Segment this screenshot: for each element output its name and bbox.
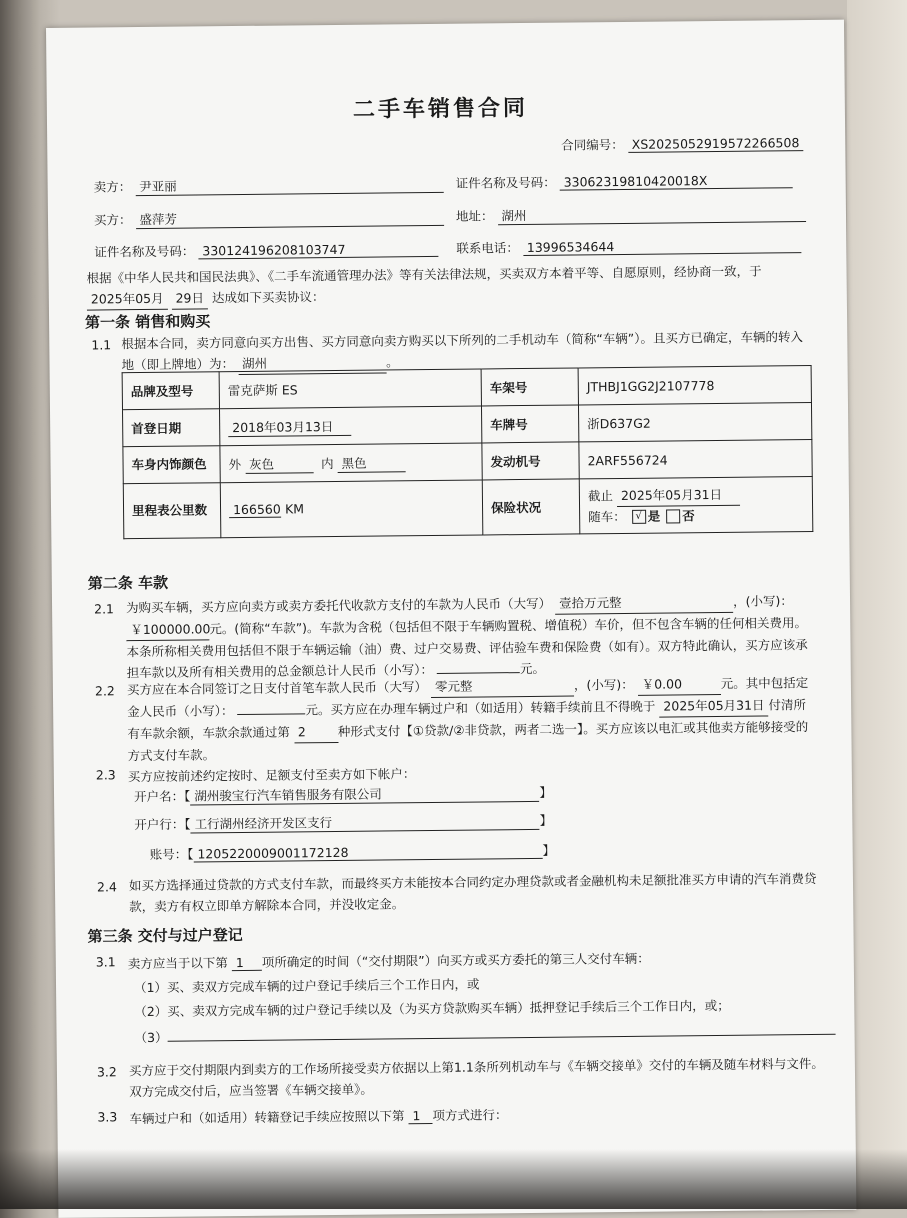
clause-3-3 — [129, 1105, 507, 1127]
odometer-value: 166560 — [229, 502, 281, 519]
engine-value: 2ARF556724 — [579, 440, 812, 479]
vin-value: JTHBJ1GG2J2107778 — [578, 366, 811, 405]
buyer-phone-row — [456, 235, 801, 257]
article-2-heading: 第二条 车款 — [87, 573, 169, 593]
buyer-id-row — [94, 239, 438, 261]
clause-2-3-text: 买方应按前述约定按时、足额支付至卖方如下帐户： — [127, 766, 416, 785]
payment-method: 2 — [294, 721, 338, 743]
odometer-unit: KM — [284, 501, 305, 517]
buyer-address-value: 湖州 — [497, 203, 805, 225]
desk-background-right — [847, 0, 907, 1209]
option-no-label: 否 — [682, 507, 695, 523]
reg-date-label: 首登日期 — [123, 409, 220, 447]
document-title: 二手车销售合同 — [352, 95, 529, 123]
insurance-cell — [579, 477, 813, 534]
account-number-row — [150, 841, 555, 863]
clause-3-1-text-a: 卖方应当于以下第 — [127, 955, 228, 972]
clause-3-2-text: 买方应于交付期限内到卖方的工作场所接受卖方依据以上第1.1条所列机动车与《车辆交接单》交付的车辆及随车材料与文件。双方完成交付后，应当签署《车辆交接单》。 — [128, 1055, 824, 1100]
insurance-until-value: 2025年05月31日 — [617, 484, 740, 506]
contract-page — [46, 20, 856, 1218]
clause-2-1-number: 2.1 — [94, 601, 115, 617]
delivery-option-1: （1）买、卖双方完成车辆的过户登记手续后三个工作日内，或 — [133, 976, 480, 996]
price-lowercase: ￥100000.00 — [126, 618, 209, 641]
reg-date-cell — [219, 406, 481, 446]
buyer-address-row — [456, 203, 806, 226]
buyer-id-value: 330124196208103747 — [198, 241, 438, 260]
clause-3-3-number: 3.3 — [97, 1109, 118, 1125]
clause-1-1-end: 。 — [385, 354, 399, 370]
plate-label: 车牌号 — [481, 405, 578, 443]
interior-color: 黑色 — [337, 453, 405, 473]
clause-3-3-text-a: 车辆过户和（如适用）转籍登记手续应按照以下第 — [129, 1108, 405, 1127]
bracket-close: 】 — [542, 842, 555, 858]
seller-name: 尹亚丽 — [135, 174, 443, 196]
vehicle-info-table — [122, 365, 814, 539]
seller-id-row — [456, 170, 793, 192]
plate-value: 浙D637G2 — [578, 403, 811, 442]
insurance-follow-row — [588, 505, 804, 527]
intro-text-end: 达成如下买卖协议： — [211, 289, 325, 306]
clause-3-2-number: 3.2 — [96, 1064, 117, 1080]
contract-number-label: 合同编号： — [561, 136, 624, 153]
clause-3-1-number: 3.1 — [95, 954, 116, 970]
delivery-option-2: （2）买、卖双方完成车辆的过户登记手续以及（为买方贷款购买车辆）抵押登记手续后三个工作日内，或； — [134, 997, 730, 1020]
delivery-option: 1 — [232, 955, 262, 971]
deposit-blank — [237, 713, 305, 715]
clause-2-2-text-a: 买方应在本合同签订之日支付首笔车款人民币（大写） — [126, 679, 428, 698]
account-name-row — [134, 783, 552, 806]
color-cell — [220, 443, 482, 483]
first-payment-uppercase: 零元整 — [431, 675, 574, 698]
clause-2-4-number: 2.4 — [96, 879, 117, 895]
account-name-value: 湖州骏宝行汽车销售服务有限公司 — [190, 783, 539, 806]
buyer-name: 盛萍芳 — [135, 207, 443, 229]
bracket-close: 】 — [539, 812, 553, 828]
exterior-color: 灰色 — [245, 454, 313, 474]
clause-2-2-text-d: 元。买方应在办理车辆过户和（如适用）转籍手续前且不得晚于 — [305, 698, 656, 718]
clause-2-1-text-b: ，(小写)： — [732, 593, 793, 609]
buyer-phone-value: 13996534644 — [523, 237, 801, 256]
clause-2-3-number: 2.3 — [95, 767, 116, 783]
odometer-cell — [220, 480, 483, 538]
reg-date-value: 2018年03月13日 — [228, 416, 351, 436]
insurance-until-row — [588, 484, 804, 507]
transfer-option: 1 — [408, 1108, 432, 1124]
sign-date-part2: 29日 — [171, 287, 208, 309]
clause-2-1-text-c: 元。(简称“车款”)。车款为含税（包括但不限于车辆购置税、增值税）车价，但不包含车辆的任何相关费用。本条所称相关费用包括但不限于车辆运输（油）费、过户交易费、评估验车费和保险费（如有）。双方特此确认，买方应该承担车款以及所有相关费用的总金额总计人民币（小写）： — [126, 615, 808, 681]
delivery-option-3-blank — [168, 1034, 836, 1042]
account-bank-label: 开户行：【 — [134, 816, 191, 833]
clause-3-1 — [128, 949, 650, 972]
insurance-until-label: 截止 — [587, 487, 614, 503]
color-label: 车身内饰颜色 — [123, 446, 220, 484]
buyer-phone-label: 联系电话： — [456, 240, 519, 256]
buyer-id-label: 证件名称及号码： — [94, 243, 195, 260]
bottom-shadow — [0, 1149, 907, 1209]
seller-row — [94, 174, 444, 197]
checkbox-no-empty[interactable] — [666, 509, 680, 523]
intro-text: 根据《中华人民共和国民法典》、《二手车流通管理办法》等有关法律法规，买卖双方本着平等、自愿原则，经协商一致，于 — [86, 263, 762, 286]
buyer-address-label: 地址： — [455, 208, 494, 224]
contract-number-value: XS2025052919572266508 — [628, 135, 804, 153]
clause-2-2 — [127, 672, 818, 766]
buyer-label: 买方： — [93, 212, 132, 228]
seller-id-label: 证件名称及号码： — [455, 174, 556, 191]
clause-2-2-text-b: ，(小写)： — [573, 676, 634, 693]
exterior-label: 外 — [228, 456, 242, 472]
account-number-value: 1205220009001172128 — [193, 843, 542, 863]
bracket-close: 】 — [539, 784, 552, 800]
clause-3-3-text-b: 项方式进行： — [432, 1107, 508, 1124]
engine-label: 发动机号 — [482, 442, 579, 480]
clause-2-1-text-a: 为购买车辆，买方应向卖方或卖方委托代收款方支付的车款为人民币（大写） — [125, 595, 552, 616]
total-amount-blank — [437, 672, 520, 674]
clause-1-1-text: 根据本合同，卖方同意向买方出售、买方同意向卖方购买以下所列的二手机动车（简称“车辆”）。且买方已确定，车辆的转入地（即上牌地）为： — [121, 329, 804, 373]
clause-3-1-text-b: 项所确定的时间（“交付期限”）向买方或买方委托的第三人交付车辆： — [261, 950, 650, 970]
brand-label: 品牌及型号 — [122, 372, 219, 410]
article-1-heading: 第一条 销售和购买 — [84, 312, 211, 332]
clause-2-2-text-f: 种形式支付【①贷款/②非贷款，两者二选一】。买方应该以电汇或其他卖方能够接受的方式支付车款。 — [127, 719, 809, 764]
intro-paragraph — [87, 260, 822, 311]
brand-value: 雷克萨斯 ES — [219, 369, 481, 409]
registration-place: 湖州 — [238, 351, 386, 375]
account-number-label: 账号：【 — [149, 846, 194, 862]
clause-2-4-text: 如买方选择通过贷款的方式支付车款，而最终买方未能按本合同约定办理贷款或者金融机构未足额批准买方申请的汽车消费贷款，卖方有权立即单方解除本合同，并没收定金。 — [128, 870, 817, 915]
table-row — [123, 477, 813, 539]
buyer-row — [94, 207, 444, 230]
clause-2-1 — [126, 590, 817, 683]
clause-2-2-text-e: 付清所有车款余额，车款余款通过第 — [127, 697, 807, 742]
sign-date-part1: 2025年05月 — [87, 288, 168, 311]
article-3-heading: 第三条 交付与过户登记 — [87, 925, 243, 946]
seller-id-value: 33062319810420018X — [560, 172, 793, 190]
account-bank-value: 工行湖州经济开发区支行 — [191, 811, 540, 834]
balance-due-date: 2025年05月31日 — [659, 694, 768, 717]
seller-label: 卖方： — [93, 179, 132, 195]
clause-2-2-number: 2.2 — [94, 683, 115, 699]
contract-number-row — [561, 133, 803, 154]
price-uppercase: 壹拾万元整 — [555, 591, 733, 615]
clause-1-1-number: 1.1 — [91, 337, 112, 353]
insurance-label: 保险状况 — [482, 479, 580, 535]
account-name-label: 开户名：【 — [133, 788, 191, 805]
clause-2-2-text-c: 元。其中包括定金人民币（小写）： — [127, 675, 809, 720]
interior-label: 内 — [320, 455, 334, 471]
vin-label: 车架号 — [481, 368, 578, 406]
account-bank-row — [134, 811, 552, 834]
checkbox-yes-checked[interactable]: √ — [632, 510, 646, 524]
delivery-option-3-label: （3） — [134, 1029, 168, 1046]
insurance-follow-label: 随车： — [588, 508, 626, 524]
delivery-option-3 — [134, 1021, 835, 1046]
clause-2-1-text-d: 元。 — [519, 660, 546, 677]
option-yes-label: 是 — [647, 508, 661, 524]
first-payment-lowercase: ￥0.00 — [638, 673, 721, 696]
odometer-label: 里程表公里数 — [123, 483, 221, 539]
